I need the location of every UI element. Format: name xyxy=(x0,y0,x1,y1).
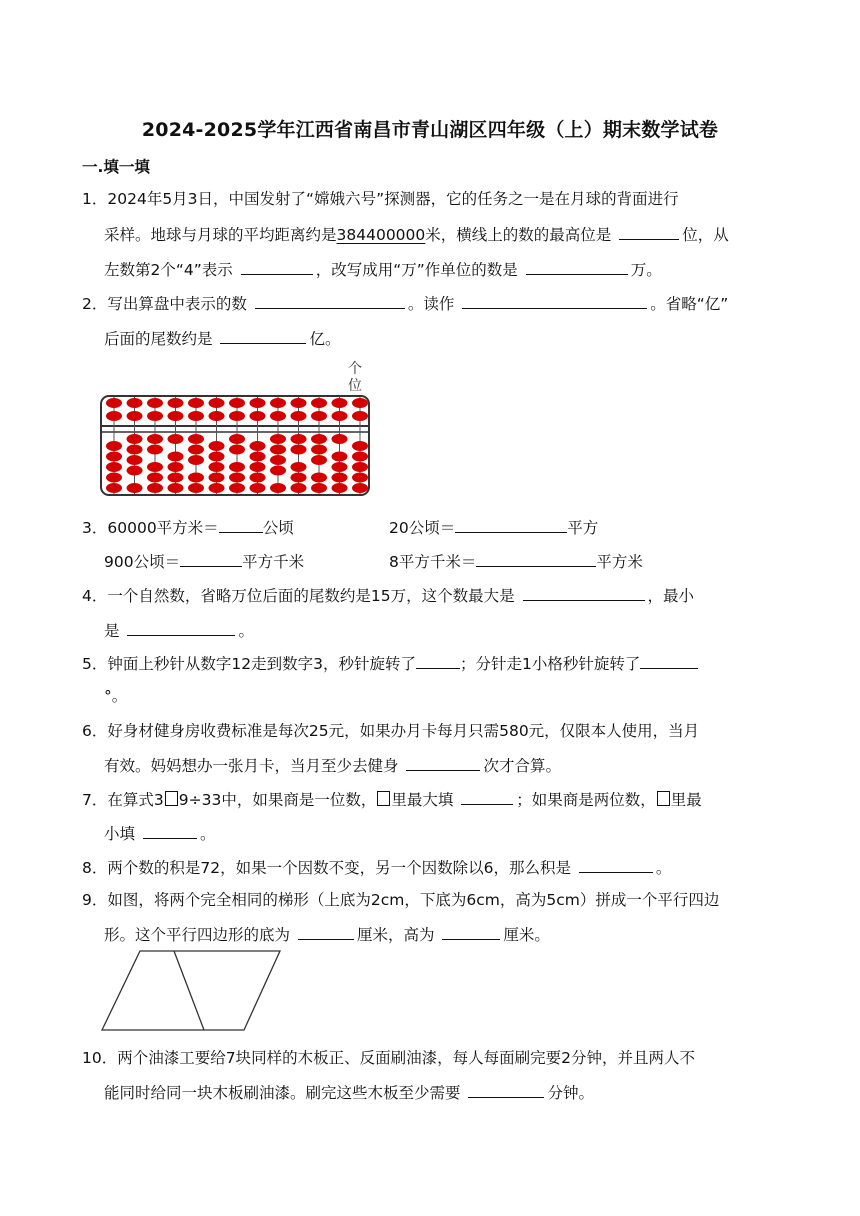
abacus-bead xyxy=(127,445,143,455)
abacus-bead xyxy=(127,411,143,421)
answer-blank[interactable] xyxy=(579,858,653,873)
abacus-figure xyxy=(96,356,376,500)
abacus-bead xyxy=(352,483,368,493)
abacus-bead xyxy=(250,411,266,421)
abacus-bead xyxy=(352,398,368,408)
abacus-bead xyxy=(106,462,122,472)
abacus-bead xyxy=(147,473,163,483)
abacus-bead xyxy=(311,411,327,421)
abacus-bead xyxy=(209,441,225,451)
abacus-bead xyxy=(270,398,286,408)
abacus-bead xyxy=(188,445,204,455)
abacus-bead xyxy=(291,483,307,493)
abacus-bead xyxy=(168,473,184,483)
underlined-number: 384400000 xyxy=(336,226,426,244)
abacus-bead xyxy=(106,441,122,451)
abacus-bead xyxy=(311,473,327,483)
abacus-bead xyxy=(188,434,204,444)
abacus-bead xyxy=(168,434,184,444)
digit-box xyxy=(165,791,178,806)
answer-blank[interactable] xyxy=(241,260,313,275)
answer-blank[interactable] xyxy=(468,1083,544,1098)
abacus-bead xyxy=(147,483,163,493)
abacus-bead xyxy=(352,411,368,421)
abacus-bead xyxy=(332,462,348,472)
abacus-bead xyxy=(291,462,307,472)
abacus-bead xyxy=(127,466,143,476)
abacus-bead xyxy=(127,483,143,493)
abacus-label-wei: 位 xyxy=(348,378,362,394)
abacus-bead xyxy=(168,462,184,472)
answer-blank[interactable] xyxy=(455,518,567,533)
abacus-bead xyxy=(188,473,204,483)
abacus-bead xyxy=(229,483,245,493)
answer-blank[interactable] xyxy=(220,329,306,344)
answer-blank[interactable] xyxy=(462,294,647,309)
abacus-bead xyxy=(270,483,286,493)
answer-blank[interactable] xyxy=(640,654,698,669)
abacus-beads xyxy=(106,397,368,494)
abacus-bead xyxy=(229,411,245,421)
abacus-bead xyxy=(209,473,225,483)
abacus-bead xyxy=(311,455,327,465)
abacus-bead xyxy=(229,434,245,444)
abacus-bead xyxy=(127,455,143,465)
abacus-bead xyxy=(291,434,307,444)
abacus-bead xyxy=(332,411,348,421)
abacus-label-ge: 个 xyxy=(348,361,362,377)
abacus-bead xyxy=(250,441,266,451)
abacus-bead xyxy=(106,452,122,462)
abacus-bead xyxy=(270,411,286,421)
abacus-bead xyxy=(106,398,122,408)
answer-blank[interactable] xyxy=(526,260,628,275)
abacus-bead xyxy=(332,483,348,493)
abacus-bead xyxy=(311,483,327,493)
abacus-bead xyxy=(147,445,163,455)
abacus-bead xyxy=(106,473,122,483)
question-number: 10． xyxy=(82,1049,118,1067)
abacus-bead xyxy=(250,462,266,472)
abacus-bead xyxy=(188,455,204,465)
abacus-bead xyxy=(127,434,143,444)
answer-blank[interactable] xyxy=(180,552,242,567)
answer-blank[interactable] xyxy=(219,518,263,533)
abacus-bead xyxy=(168,398,184,408)
abacus-bead xyxy=(106,411,122,421)
abacus-bead xyxy=(209,462,225,472)
abacus-bead xyxy=(311,445,327,455)
abacus-bead xyxy=(352,473,368,483)
abacus-bead xyxy=(188,483,204,493)
section-heading: 一.填一填 xyxy=(82,158,150,176)
abacus-bead xyxy=(311,398,327,408)
abacus-bead xyxy=(270,434,286,444)
answer-blank[interactable] xyxy=(442,925,500,940)
abacus-bead xyxy=(352,452,368,462)
question-number: 7． xyxy=(82,791,108,809)
abacus-bead xyxy=(291,411,307,421)
abacus-bead xyxy=(250,398,266,408)
answer-blank[interactable] xyxy=(523,586,645,601)
answer-blank[interactable] xyxy=(298,925,354,940)
abacus-bead xyxy=(250,473,266,483)
abacus-bead xyxy=(291,445,307,455)
abacus-bead xyxy=(188,398,204,408)
abacus-bead xyxy=(147,434,163,444)
question-number: 2． xyxy=(82,295,108,313)
question-number: 4． xyxy=(82,587,108,605)
parallelogram-figure xyxy=(98,948,284,1034)
abacus-bead xyxy=(209,411,225,421)
answer-blank[interactable] xyxy=(619,225,679,240)
digit-box xyxy=(377,791,390,806)
parallelogram-outline xyxy=(102,951,280,1030)
answer-blank[interactable] xyxy=(416,654,460,669)
abacus-bead xyxy=(311,434,327,444)
question-number: 9． xyxy=(82,891,108,909)
abacus-bead xyxy=(291,398,307,408)
abacus-bead xyxy=(332,398,348,408)
digit-box xyxy=(657,791,670,806)
abacus-bead xyxy=(270,466,286,476)
trapezoid-divider xyxy=(174,951,204,1030)
abacus-bead xyxy=(332,434,348,444)
abacus-bead xyxy=(147,411,163,421)
abacus-bead xyxy=(352,462,368,472)
abacus-bead xyxy=(209,398,225,408)
abacus-bead xyxy=(270,445,286,455)
answer-blank[interactable] xyxy=(127,621,235,636)
page-title: 2024-2025学年江西省南昌市青山湖区四年级（上）期末数学试卷 xyxy=(141,119,719,141)
question-number: 8． xyxy=(82,859,108,877)
abacus-bead xyxy=(106,483,122,493)
abacus-bead xyxy=(250,483,266,493)
abacus-bead xyxy=(127,398,143,408)
answer-blank[interactable] xyxy=(255,294,405,309)
abacus-bead xyxy=(291,473,307,483)
abacus-bead xyxy=(147,462,163,472)
abacus-bead xyxy=(168,411,184,421)
question-number: 6． xyxy=(82,722,108,740)
answer-blank[interactable] xyxy=(476,552,596,567)
abacus-bead xyxy=(168,452,184,462)
abacus-bead xyxy=(352,441,368,451)
question-number: 1． xyxy=(82,190,108,208)
abacus-bead xyxy=(168,483,184,493)
abacus-bead xyxy=(229,398,245,408)
abacus-bead xyxy=(332,452,348,462)
abacus-bead xyxy=(147,398,163,408)
answer-blank[interactable] xyxy=(143,824,197,839)
abacus-bead xyxy=(188,411,204,421)
abacus-bead xyxy=(332,473,348,483)
answer-blank[interactable] xyxy=(406,756,480,771)
question-number: 3． xyxy=(82,519,108,537)
abacus-bead xyxy=(270,455,286,465)
question-number: 5． xyxy=(82,655,108,673)
abacus-bead xyxy=(229,445,245,455)
abacus-bead xyxy=(209,483,225,493)
abacus-bead xyxy=(229,462,245,472)
abacus-bead xyxy=(250,452,266,462)
answer-blank[interactable] xyxy=(461,790,513,805)
abacus-bead xyxy=(229,473,245,483)
abacus-bead xyxy=(209,452,225,462)
